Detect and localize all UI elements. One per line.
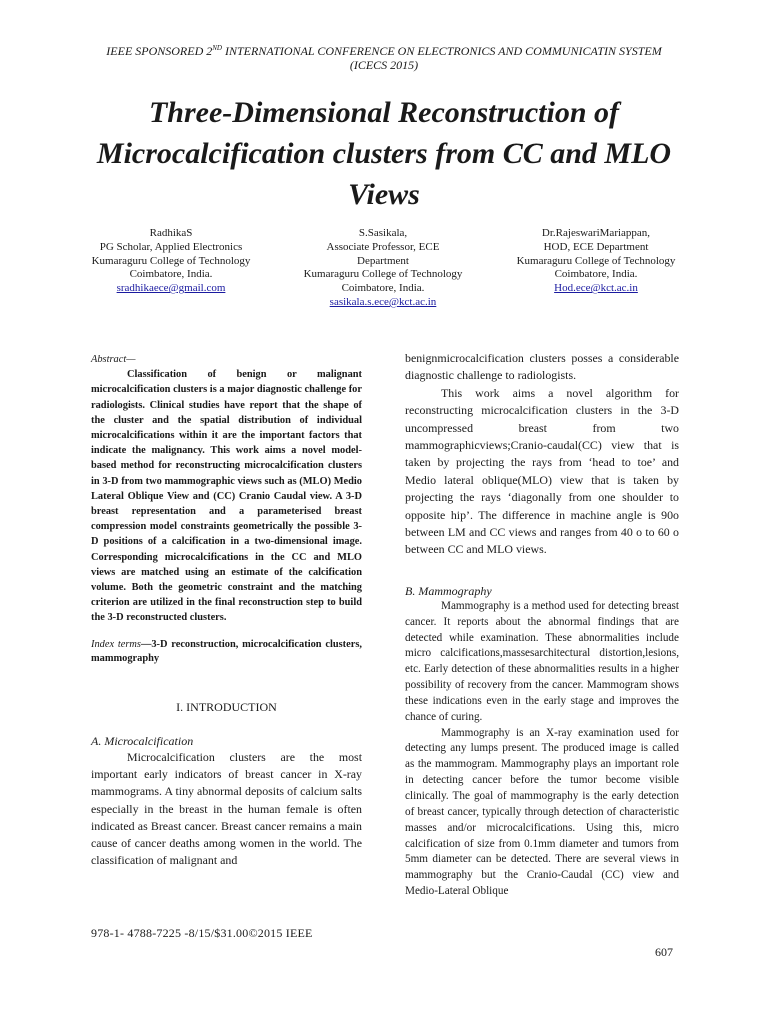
author-2-affiliation: Kumaraguru College of Technology <box>303 268 463 281</box>
subsection-heading-microcalcification: A. Microcalcification <box>91 733 194 748</box>
author-3-name: Dr.RajeswariMariappan, <box>541 227 651 239</box>
conference-line-1: IEEE SPONSORED 2ND INTERNATIONAL CONFERENCE ON ELECTRONICS AND COMMUNICATIN SYSTEM <box>106 44 662 58</box>
microcalcification-paragraph: Microcalcification clusters are the most important early indicators of breast cancer in X-ray mammograms. A tiny abnormal deposits of calcium salts especially in the breast in the human female is often indicated as Breast cancer. Breast cancer remains a main cause of cancer deaths among women in the world. The classification of malignant and <box>91 749 362 868</box>
page-number: 607 <box>655 945 673 959</box>
continued-paragraph: benignmicrocalcification clusters posses a considerable diagnostic challenge to radiologists. <box>405 351 679 383</box>
author-3-role: HOD, ECE Department <box>543 240 649 253</box>
aim-paragraph: This work aims a novel algorithm for reconstructing microcalcification clusters in the 3-D uncompressed breast from two mammographicviews;Cranio-caudal(CC) view that is taken by projecting the rays from ‘head to toe’ and Medio lateral oblique(MLO) view that is taken by projecting the rays ‘diagonally from one shoulder to opposite hip’. The difference in machine angle is 90o between LM and CC views and ranges from 40 o to 60 o between CC and MLO views. <box>405 385 679 557</box>
right-column-intro <box>405 350 679 559</box>
subsection-heading-mammography: B. Mammography <box>405 583 492 598</box>
mammography-paragraph-2: Mammography is an X-ray examination used for detecting any lumps present. The produced image is called as the mammogram. Mammography plays an important role in detecting cancer before the tumor become visible clinically. The goal of mammography is the early detection of breast cancer, typically through detection of characteristic masses and/or microcalcifications. Using this, micro calcification of size from 0.1mm diameter and tumors from 5mm diameter can be detected. There are several views in mammography but the Cranio-Caudal (CC) view and Medio-Lateral Oblique <box>405 726 679 898</box>
footer-isbn: 978-1- 4788-7225 -8/15/$31.00©2015 IEEE <box>91 926 313 940</box>
author-3-email-link[interactable]: Hod.ece@kct.ac.in <box>554 282 638 295</box>
abstract <box>91 352 362 626</box>
author-3-location: Coimbatore, India. <box>554 268 638 281</box>
left-column <box>91 352 362 870</box>
author-2-name: S.Sasikala, <box>358 227 408 239</box>
conference-header <box>60 44 708 72</box>
author-2-email-link[interactable]: sasikala.s.ece@kct.ac.in <box>329 295 437 308</box>
author-2-location: Coimbatore, India. <box>341 282 425 295</box>
author-1-affiliation: Kumaraguru College of Technology <box>91 254 251 267</box>
author-2-role: Associate Professor, ECE <box>326 240 440 253</box>
index-terms-label: Index terms <box>91 638 141 650</box>
index-terms <box>91 638 362 666</box>
mammography-paragraph-1: Mammography is a method used for detecting breast cancer. It reports about the abnormal findings that are detected while examination. These abnormalities include micro calcifications,massesarchitectural distortion,lesions, etc. Early detection of these abnormalities results in a higher possibility of recovery from the cancer. Mammogram shows these indications even in the early stage and improves the chance of curing. <box>405 599 679 723</box>
paper-title <box>60 92 708 215</box>
author-2-department: Department <box>357 254 409 267</box>
author-1-role: PG Scholar, Applied Electronics <box>99 240 243 253</box>
right-column <box>405 350 679 900</box>
author-1-email-link[interactable]: sradhikaece@gmail.com <box>116 282 226 295</box>
author-1-name: RadhikaS <box>149 227 193 239</box>
index-terms-text: —3-D reconstruction, microcalcification clusters, mammography <box>91 638 362 664</box>
title-line-1: Three-Dimensional Reconstruction of <box>148 96 620 129</box>
title-line-3: Views <box>348 178 420 211</box>
title-line-2: Microcalcification clusters from CC and MLO <box>96 137 672 170</box>
conference-line-2: (ICECS 2015) <box>349 58 419 72</box>
author-3-affiliation: Kumaraguru College of Technology <box>516 254 676 267</box>
abstract-label: Abstract— <box>91 354 136 365</box>
author-1-location: Coimbatore, India. <box>129 268 213 281</box>
author-1 <box>80 227 262 296</box>
section-heading-introduction: I. INTRODUCTION <box>176 699 277 714</box>
abstract-text: Classification of benign or malignant microcalcification clusters is a major diagnostic challenge for radiologists. Clinical studies have report that the shape of the cluster and the spatial distribution of individual microcalcifications within it are the important factors that indicate the malignancy. This work aims a novel model-based method for reconstructing microcalcification clusters in 3-D from two mammographic views such as (MLO) Medio Lateral Oblique View and (CC) Cranio Caudal view. A 3-D breast representation and a parameterised breast compression model constraints geometrically the possible 3-D positions of a calcification in a two-dimensional image. Corresponding microcalcifications in the CC and MLO views are matched using an estimate of the calcification volume. Both the geometric constraint and the matching criterion are utilized in the final reconstruction step to build the 3-D reconstructed clusters. <box>91 369 362 624</box>
author-2 <box>290 227 476 310</box>
author-3 <box>498 227 694 296</box>
